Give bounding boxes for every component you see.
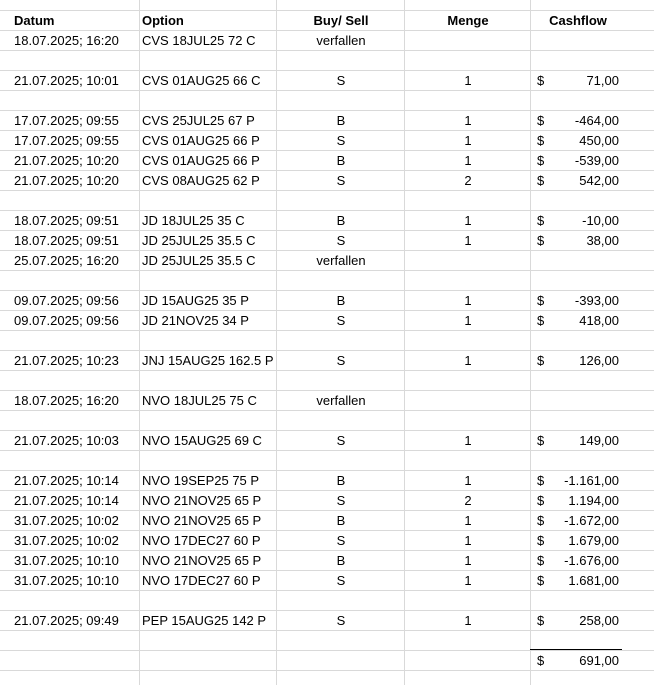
cell-option[interactable]: NVO 17DEC27 60 P (142, 573, 261, 588)
cell-menge[interactable]: 1 (464, 233, 472, 248)
table-row (0, 30, 654, 50)
cell-cashflow[interactable] (548, 390, 619, 410)
cell-menge[interactable] (404, 590, 532, 610)
table-row (0, 50, 654, 70)
table-row (0, 230, 654, 250)
cell-menge[interactable]: 1 (464, 573, 472, 588)
cell-cashflow[interactable] (548, 590, 619, 610)
cell-option[interactable]: NVO 21NOV25 65 P (142, 553, 262, 568)
cell-buy-sell[interactable]: B (336, 153, 346, 168)
cell-menge[interactable] (404, 90, 532, 110)
cell-option[interactable]: CVS 08AUG25 62 P (142, 173, 260, 188)
cell-cashflow[interactable] (548, 30, 619, 50)
cell-option[interactable]: NVO 21NOV25 65 P (142, 513, 262, 528)
table-row (0, 510, 654, 530)
cell-menge[interactable] (404, 190, 532, 210)
cell-buy-sell[interactable]: B (336, 553, 346, 568)
table-row (0, 170, 654, 190)
cell-option[interactable]: NVO 21NOV25 65 P (142, 493, 262, 508)
cell-datum[interactable]: 21.07.2025; 10:20 (14, 153, 119, 168)
header-datum[interactable]: Datum (14, 13, 55, 28)
cell-cashflow[interactable] (548, 90, 619, 110)
cell-option[interactable]: PEP 15AUG25 142 P (142, 613, 267, 628)
cell-buy-sell[interactable]: S (336, 533, 346, 548)
cell-option[interactable]: JD 25JUL25 35.5 C (142, 233, 256, 248)
cell-option[interactable]: CVS 01AUG25 66 P (142, 133, 260, 148)
cell-buy-sell[interactable] (276, 330, 406, 350)
cell-menge[interactable]: 1 (464, 73, 472, 88)
cell-cashflow[interactable] (548, 410, 619, 430)
cell-buy-sell[interactable]: B (336, 213, 346, 228)
cell-datum[interactable]: 09.07.2025; 09:56 (14, 293, 119, 308)
cell-menge[interactable]: 2 (464, 493, 472, 508)
cell-buy-sell[interactable] (276, 270, 406, 290)
cell-buy-sell[interactable]: S (336, 613, 346, 628)
cell-buy-sell[interactable] (276, 50, 406, 70)
cell-option[interactable]: JD 25JUL25 35.5 C (142, 253, 256, 268)
cell-menge[interactable]: 1 (464, 613, 472, 628)
cell-cashflow[interactable]: 542,00 (579, 173, 619, 188)
cell-datum[interactable]: 25.07.2025; 16:20 (14, 253, 119, 268)
table-row (0, 630, 654, 650)
cell-buy-sell[interactable]: S (336, 73, 346, 88)
cell-buy-sell[interactable]: B (336, 473, 346, 488)
cell-menge[interactable]: 1 (464, 533, 472, 548)
cell-currency-symbol: $ (537, 553, 545, 568)
cell-datum[interactable]: 21.07.2025; 10:03 (14, 433, 119, 448)
cell-buy-sell[interactable]: verfallen (316, 253, 366, 268)
cell-option[interactable]: CVS 18JUL25 72 C (142, 33, 256, 48)
cell-cashflow[interactable]: -464,00 (574, 113, 619, 128)
cell-buy-sell[interactable]: S (336, 133, 346, 148)
cell-menge[interactable] (404, 370, 532, 390)
cell-cashflow[interactable]: 258,00 (579, 613, 619, 628)
table-row (0, 330, 654, 350)
cell-cashflow[interactable]: 1.681,00 (568, 573, 619, 588)
header-buy-sell[interactable]: Buy/ Sell (313, 13, 369, 28)
cell-currency-symbol: $ (537, 433, 545, 448)
cell-menge[interactable] (404, 50, 532, 70)
cell-option[interactable]: CVS 01AUG25 66 P (142, 153, 260, 168)
cell-datum[interactable]: 18.07.2025; 16:20 (14, 33, 119, 48)
cell-menge[interactable]: 1 (464, 553, 472, 568)
cell-cashflow[interactable]: -1.161,00 (564, 473, 619, 488)
table-row (0, 290, 654, 310)
table-row (0, 610, 654, 630)
cell-menge[interactable] (404, 250, 532, 270)
table-row (0, 310, 654, 330)
table-row (0, 90, 654, 110)
cell-currency-symbol: $ (537, 473, 545, 488)
cell-cashflow[interactable] (548, 50, 619, 70)
cell-datum[interactable]: 09.07.2025; 09:56 (14, 313, 119, 328)
table-row (0, 350, 654, 370)
cell-buy-sell[interactable]: B (336, 293, 346, 308)
cell-menge[interactable]: 1 (464, 153, 472, 168)
cell-datum[interactable]: 18.07.2025; 09:51 (14, 213, 119, 228)
table-row (0, 490, 654, 510)
cell-buy-sell[interactable] (276, 630, 406, 650)
cell-menge[interactable]: 1 (464, 133, 472, 148)
header-option[interactable]: Option (142, 13, 184, 28)
cell-currency-symbol: $ (537, 213, 545, 228)
table-row (0, 190, 654, 210)
cell-option[interactable]: JD 15AUG25 35 P (142, 293, 249, 308)
cell-cashflow[interactable] (548, 630, 619, 650)
table-row (0, 430, 654, 450)
cell-cashflow[interactable]: 450,00 (579, 133, 619, 148)
table-row (0, 250, 654, 270)
cell-buy-sell[interactable] (276, 190, 406, 210)
cell-datum[interactable]: 31.07.2025; 10:02 (14, 533, 119, 548)
cell-buy-sell[interactable]: S (336, 313, 346, 328)
cell-menge[interactable]: 1 (464, 113, 472, 128)
cell-datum[interactable]: 17.07.2025; 09:55 (14, 113, 119, 128)
cell-buy-sell[interactable]: S (336, 353, 346, 368)
cell-currency-symbol: $ (537, 153, 545, 168)
cell-currency-symbol: $ (537, 233, 545, 248)
cell-cashflow[interactable] (548, 450, 619, 470)
cell-datum[interactable]: 21.07.2025; 10:23 (14, 353, 119, 368)
cell-cashflow[interactable] (548, 330, 619, 350)
table-row (0, 550, 654, 570)
table-row (0, 450, 654, 470)
cell-currency-symbol: $ (537, 533, 545, 548)
cell-cashflow[interactable] (548, 270, 619, 290)
cell-currency-symbol: $ (537, 113, 545, 128)
cell-datum[interactable]: 18.07.2025; 09:51 (14, 233, 119, 248)
cell-currency-symbol: $ (537, 173, 545, 188)
cell-datum[interactable]: 21.07.2025; 10:14 (14, 493, 119, 508)
header-menge[interactable]: Menge (447, 13, 489, 28)
cell-cashflow[interactable]: -539,00 (574, 153, 619, 168)
cell-cashflow[interactable]: 418,00 (579, 313, 619, 328)
total-row (0, 650, 654, 670)
cell-buy-sell[interactable] (276, 450, 406, 470)
table-row (0, 210, 654, 230)
cell-buy-sell[interactable]: B (336, 513, 346, 528)
cell-cashflow[interactable]: 1.194,00 (568, 493, 619, 508)
table-row (0, 70, 654, 90)
cell-datum[interactable]: 21.07.2025; 09:49 (14, 613, 119, 628)
cell-cashflow[interactable]: 71,00 (586, 73, 619, 88)
cell-menge[interactable]: 1 (464, 213, 472, 228)
cell-buy-sell[interactable]: S (336, 233, 346, 248)
total-currency-symbol: $ (537, 653, 545, 668)
cell-menge[interactable]: 1 (464, 433, 472, 448)
cell-menge[interactable]: 1 (464, 473, 472, 488)
cell-currency-symbol: $ (537, 573, 545, 588)
cell-menge[interactable] (404, 330, 532, 350)
cell-cashflow[interactable] (548, 190, 619, 210)
cell-menge[interactable] (404, 390, 532, 410)
cell-menge[interactable]: 1 (464, 513, 472, 528)
cell-cashflow[interactable]: 38,00 (586, 233, 619, 248)
cell-option[interactable]: NVO 18JUL25 75 C (142, 393, 257, 408)
cell-menge[interactable] (404, 630, 532, 650)
table-row (0, 270, 654, 290)
cell-menge[interactable]: 2 (464, 173, 472, 188)
cell-buy-sell[interactable]: S (336, 173, 346, 188)
cell-menge[interactable] (404, 270, 532, 290)
cell-option[interactable]: CVS 25JUL25 67 P (142, 113, 255, 128)
cell-currency-symbol: $ (537, 133, 545, 148)
cell-currency-symbol: $ (537, 493, 545, 508)
cell-datum[interactable]: 21.07.2025; 10:01 (14, 73, 119, 88)
cell-buy-sell[interactable]: verfallen (316, 33, 366, 48)
cell-menge[interactable]: 1 (464, 313, 472, 328)
table-row (0, 390, 654, 410)
table-row (0, 530, 654, 550)
cell-cashflow[interactable] (548, 370, 619, 390)
cell-buy-sell[interactable] (276, 370, 406, 390)
table-row (0, 150, 654, 170)
cell-cashflow[interactable]: -1.676,00 (564, 553, 619, 568)
cell-option[interactable]: JNJ 15AUG25 162.5 P (142, 353, 274, 368)
cell-buy-sell[interactable]: S (336, 433, 346, 448)
table-row (0, 570, 654, 590)
cell-cashflow[interactable]: 1.679,00 (568, 533, 619, 548)
cell-buy-sell[interactable]: verfallen (316, 393, 366, 408)
cell-datum[interactable]: 31.07.2025; 10:10 (14, 573, 119, 588)
cell-datum[interactable]: 21.07.2025; 10:20 (14, 173, 119, 188)
cell-buy-sell[interactable]: B (336, 113, 346, 128)
cell-cashflow[interactable]: -1.672,00 (564, 513, 619, 528)
table-row (0, 410, 654, 430)
cell-cashflow[interactable]: -393,00 (574, 293, 619, 308)
cell-cashflow[interactable]: 126,00 (579, 353, 619, 368)
cell-cashflow[interactable]: -10,00 (582, 213, 619, 228)
cell-currency-symbol: $ (537, 353, 545, 368)
cell-option[interactable]: JD 21NOV25 34 P (142, 313, 249, 328)
header-cashflow[interactable]: Cashflow (549, 13, 607, 28)
cell-currency-symbol: $ (537, 293, 545, 308)
cell-option[interactable]: NVO 19SEP25 75 P (142, 473, 260, 488)
table-row (0, 370, 654, 390)
cell-currency-symbol: $ (537, 613, 545, 628)
cell-buy-sell[interactable] (276, 410, 406, 430)
cell-menge[interactable] (404, 450, 532, 470)
total-cashflow[interactable]: 691,00 (579, 653, 619, 668)
row-divider (0, 670, 654, 671)
cell-menge[interactable]: 1 (464, 353, 472, 368)
table-row (0, 110, 654, 130)
cell-option[interactable]: NVO 15AUG25 69 C (142, 433, 262, 448)
cell-datum[interactable]: 17.07.2025; 09:55 (14, 133, 119, 148)
cell-datum[interactable]: 31.07.2025; 10:10 (14, 553, 119, 568)
cell-buy-sell[interactable]: S (336, 493, 346, 508)
cell-datum[interactable]: 31.07.2025; 10:02 (14, 513, 119, 528)
cell-currency-symbol: $ (537, 313, 545, 328)
cell-menge[interactable] (404, 30, 532, 50)
cell-option[interactable]: CVS 01AUG25 66 C (142, 73, 261, 88)
cell-datum[interactable]: 18.07.2025; 16:20 (14, 393, 119, 408)
table-row (0, 130, 654, 150)
cell-buy-sell[interactable]: S (336, 573, 346, 588)
cell-option[interactable]: NVO 17DEC27 60 P (142, 533, 261, 548)
header-row (0, 10, 654, 30)
cell-currency-symbol: $ (537, 73, 545, 88)
cell-datum[interactable]: 21.07.2025; 10:14 (14, 473, 119, 488)
cell-buy-sell[interactable] (276, 90, 406, 110)
cell-menge[interactable]: 1 (464, 293, 472, 308)
cell-cashflow[interactable] (548, 250, 619, 270)
cell-cashflow[interactable]: 149,00 (579, 433, 619, 448)
cell-currency-symbol: $ (537, 513, 545, 528)
table-row (0, 470, 654, 490)
cell-buy-sell[interactable] (276, 590, 406, 610)
table-row (0, 590, 654, 610)
cell-menge[interactable] (404, 410, 532, 430)
cell-option[interactable]: JD 18JUL25 35 C (142, 213, 245, 228)
